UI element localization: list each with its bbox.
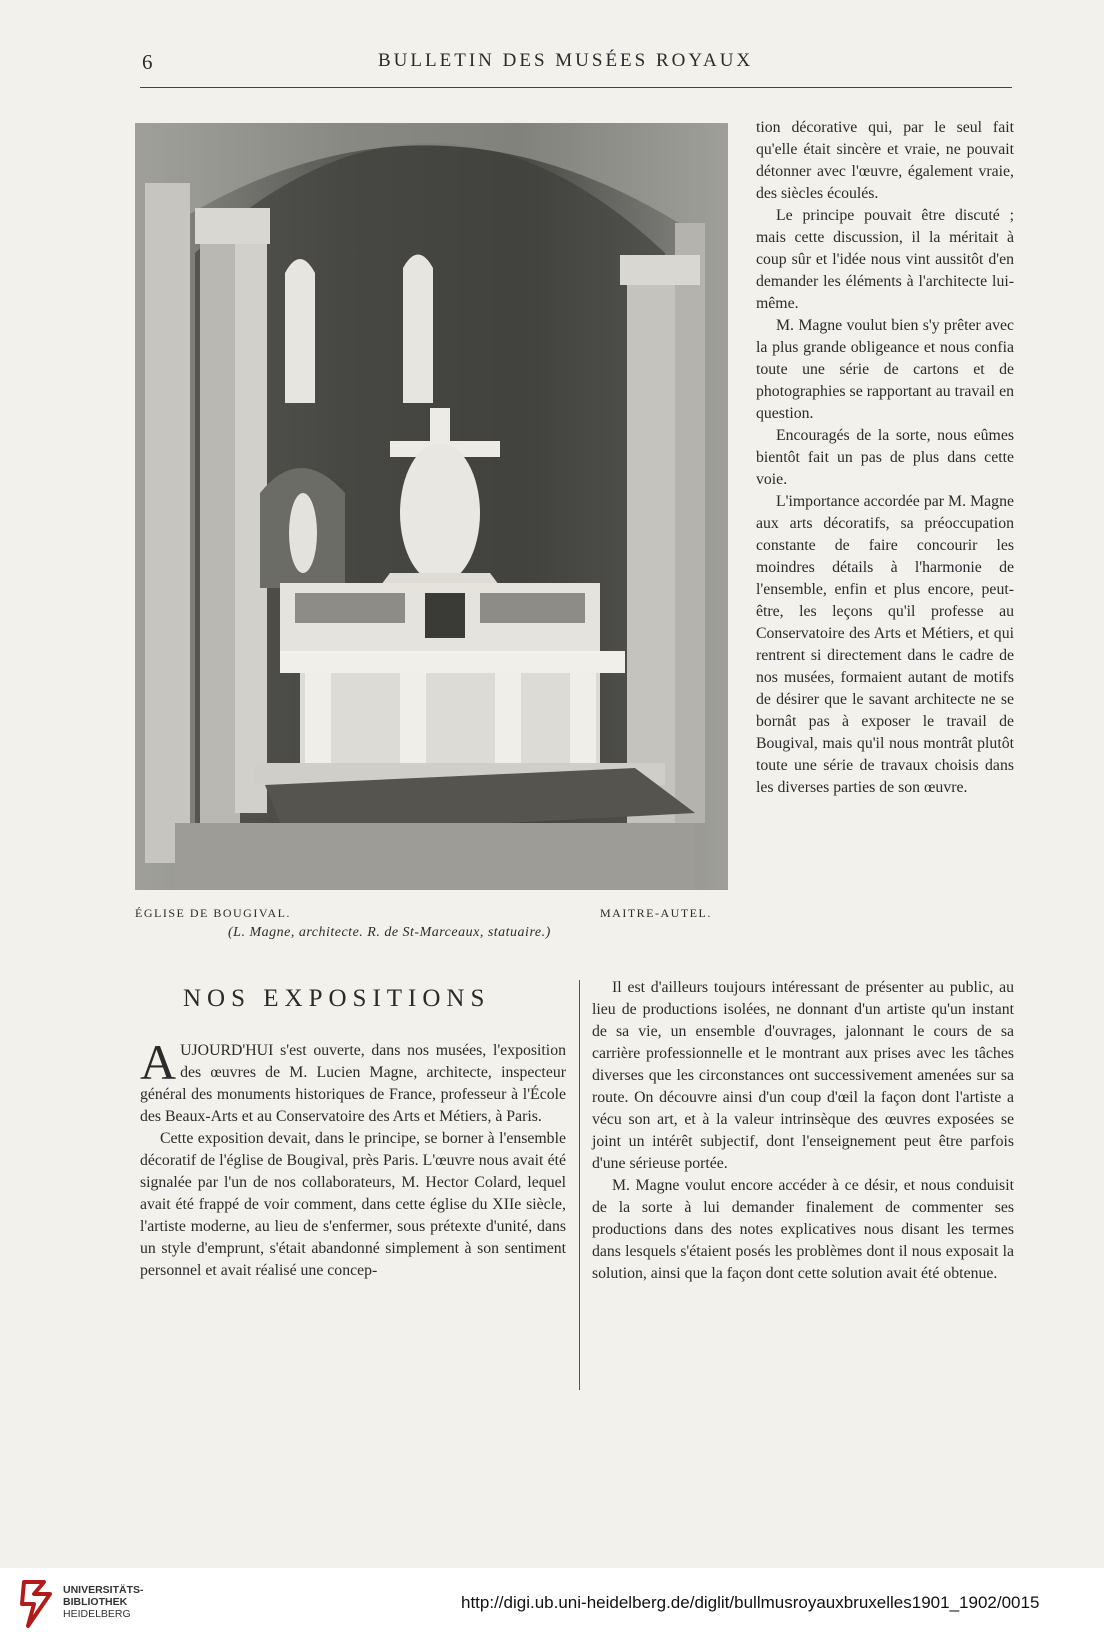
column-divider [579, 980, 580, 1390]
altar-photograph [135, 123, 728, 890]
caption-credit: (L. Magne, architecte. R. de St-Marceaux, statuaire.) [228, 925, 551, 940]
drop-cap: A [140, 1034, 177, 1090]
section-title: NOS EXPOSITIONS [183, 985, 491, 1012]
library-line-3: HEIDELBERG [63, 1608, 131, 1620]
paragraph: M. Magne voulut encore accéder à ce désir, et nous conduisit de la sorte à lui demander finalement de commenter ses productions dans des notes explicatives nous disant les termes dans lesquels s'étaient posés les problèmes dont il nous exposait la solution, ainsi que la façon dont cette solution avait été obtenue. [592, 1177, 1014, 1282]
page-number: 6 [142, 50, 153, 74]
paragraph: tion décorative qui, par le seul fait qu'elle était sincère et vraie, ne pouvait détonner avec l'œuvre, également vraie, des siècles écoulés. [756, 119, 1014, 202]
paragraph: L'importance accordée par M. Magne aux arts décoratifs, sa préoccupation constante de faire concourir les moindres détails à l'harmonie de l'ensemble, enfin et plus encore, peut-être, les leçons qu'il professe au Conservatoire des Arts et Métiers, et qui rentrent si directement dans le cadre de nos musées, formaient autant de motifs de désirer que le savant architecte ne se bornât pas à exposer le travail de Bougival, mais qu'il nous montrât plutôt toute une série de travaux choisis dans les diverses parties de son œuvre. [756, 493, 1014, 796]
left-column [140, 1034, 566, 1282]
caption-subject: MAITRE-AUTEL. [600, 906, 712, 920]
intro-text: UJOURD'HUI s'est ouverte, dans nos musées, l'exposition des œuvres de M. Lucien Magne, architecte, inspecteur général des monuments historiques de France, professeur à l'École des Beaux-Arts et au Conservatoire des Arts et Métiers, à Paris. [140, 1042, 566, 1125]
paragraph: M. Magne voulut bien s'y prêter avec la plus grande obligeance et nous confia toute une série de cartons et de photographies se rapportant au travail en question. [756, 317, 1014, 422]
paragraph: Il est d'ailleurs toujours intéressant de présenter au public, au lieu de productions isolées, ne donnant d'un artiste qu'un instant de sa vie, un ensemble d'ouvrages, jalonnant le cours de sa carrière professionnelle et le montrant aux prises avec les tâches diverses que les circonstances ont successivement amenées sur sa route. On découvre ainsi d'un coup d'œil la façon dont l'artiste a vécu son art, et à la valeur intrinsèque des œuvres exposées se joint un intérêt subjectif, dont l'enseignement peut être parfois d'une sérieuse portée. [592, 979, 1014, 1172]
library-logo-icon [18, 1578, 56, 1630]
library-line-1: UNIVERSITÄTS- [63, 1584, 144, 1596]
running-title: BULLETIN DES MUSÉES ROYAUX [378, 50, 754, 71]
caption-location: ÉGLISE DE BOUGIVAL. [135, 906, 291, 920]
paragraph: Le principe pouvait être discuté ; mais cette discussion, il la méritait à coup sûr et l'idée nous vint aussitôt d'en demander les éléments à l'architecte lui-même. [756, 207, 1014, 312]
paragraph: Cette exposition devait, dans le principe, se borner à l'ensemble décoratif de l'église de Bougival, près Paris. L'œuvre nous avait été signalée par l'un de nos collaborateurs, M. Hector Colard, lequel avait été frappé de voir comment, dans cette église du XIIe siècle, l'artiste moderne, au lieu de s'enfermer, sous prétexte d'unité, dans un style d'emprunt, s'était abandonné simplement à son sentiment personnel et avait réalisé une concep- [140, 1130, 566, 1279]
source-url-link[interactable]: http://digi.ub.uni-heidelberg.de/diglit/bullmusroyauxbruxelles1901_1902/0015 [461, 1593, 1040, 1612]
right-column [756, 117, 1014, 799]
paragraph: Encouragés de la sorte, nous eûmes bientôt fait un pas de plus dans cette voie. [756, 427, 1014, 488]
library-line-2: BIBLIOTHEK [63, 1596, 128, 1608]
library-name [63, 1584, 144, 1620]
middle-column [592, 977, 1014, 1285]
intro-paragraph [140, 1034, 566, 1128]
header-rule [140, 87, 1012, 88]
